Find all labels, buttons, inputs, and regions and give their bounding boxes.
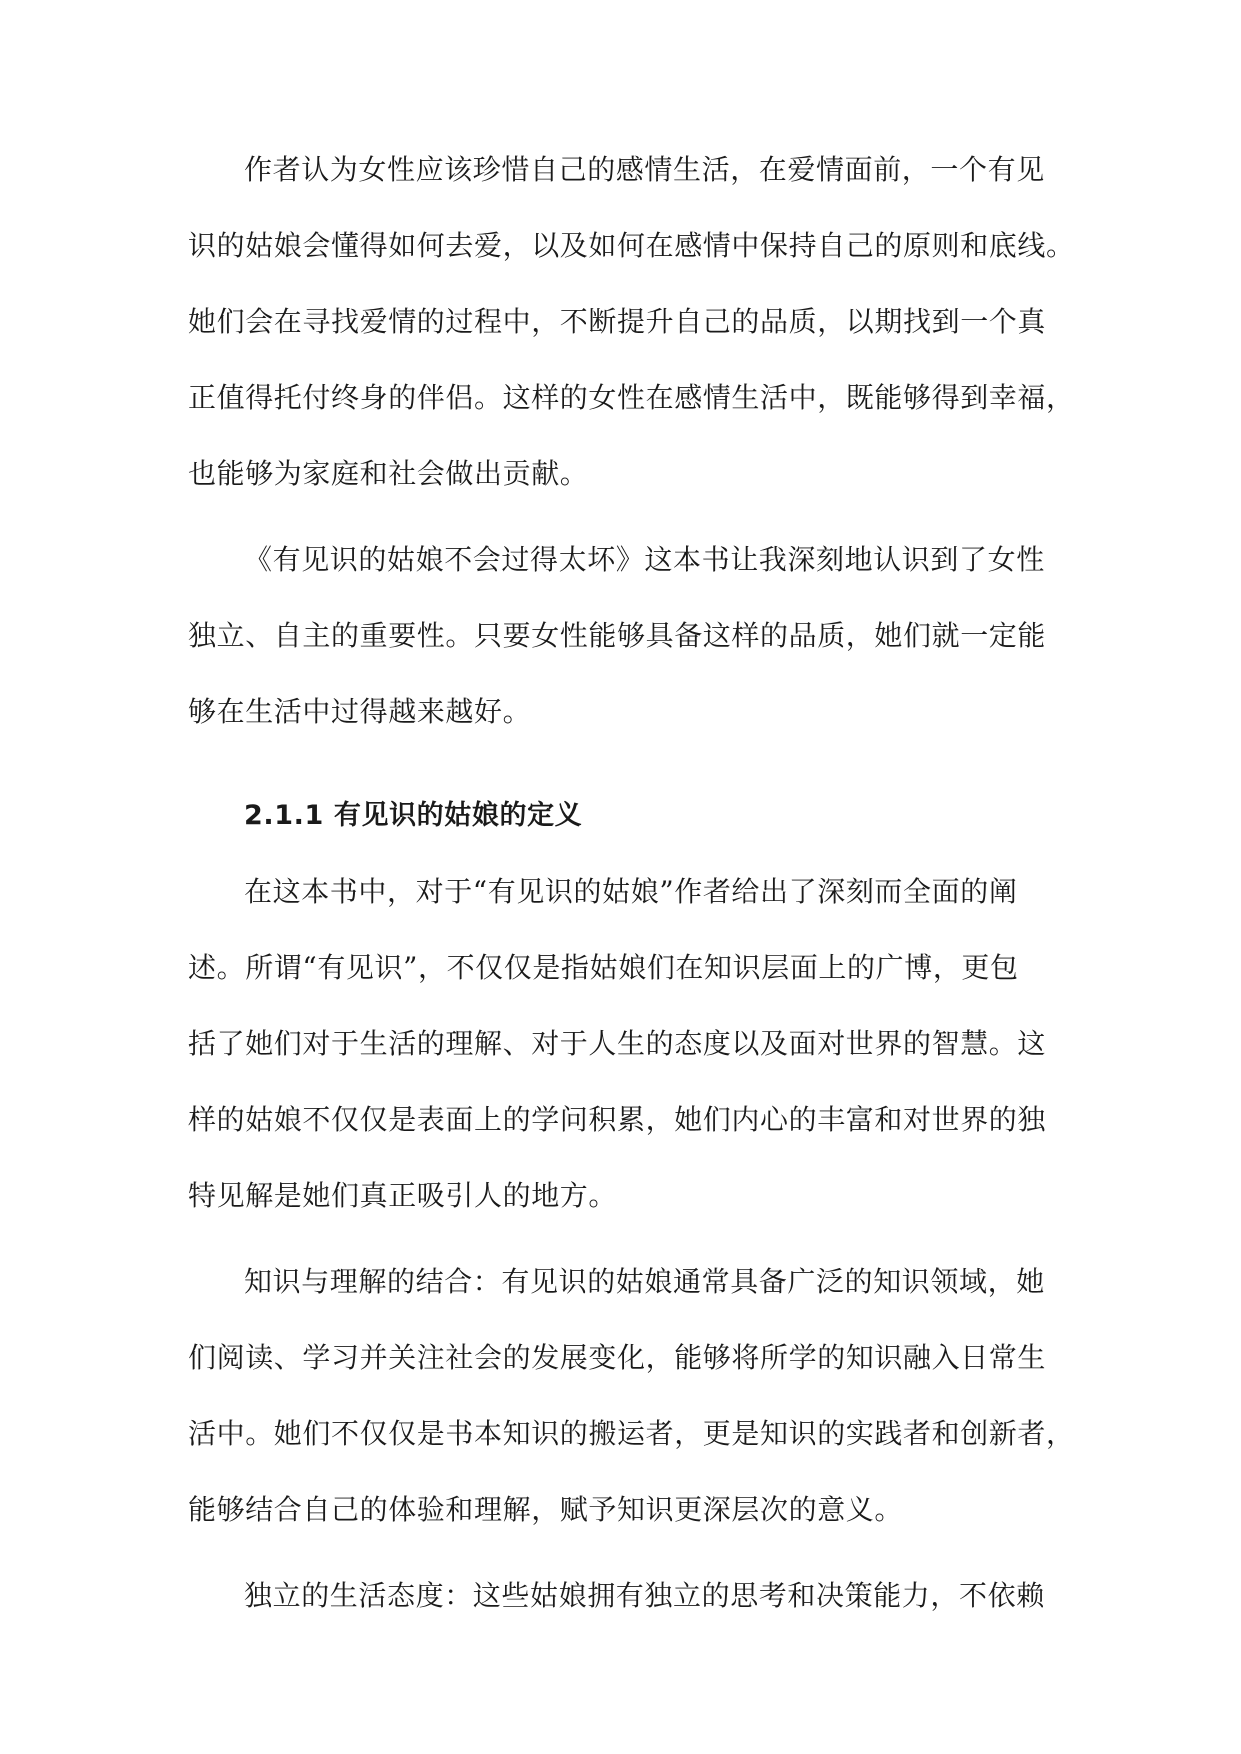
text-line: 活中。她们不仅仅是书本知识的搬运者，更是知识的实践者和创新者， — [188, 1417, 1075, 1450]
paragraph — [188, 854, 1050, 1234]
text-line: 独立、自主的重要性。只要女性能够具备这样的品质，她们就一定能 — [188, 619, 1047, 652]
text-line: 正值得托付终身的伴侣。这样的女性在感情生活中，既能够得到幸福， — [188, 381, 1075, 414]
paragraph — [188, 522, 1050, 750]
text-line: 特见解是她们真正吸引人的地方。 — [188, 1179, 618, 1212]
paragraph — [188, 132, 1075, 512]
paragraph-gap — [188, 1548, 1050, 1558]
text-line: 也能够为家庭和社会做出贡献。 — [188, 457, 589, 490]
text-line: 识的姑娘会懂得如何去爱，以及如何在感情中保持自己的原则和底线。 — [188, 229, 1075, 262]
text-line: 够在生活中过得越来越好。 — [188, 695, 532, 728]
text-line: 独立的生活态度：这些姑娘拥有独立的思考和决策能力，不依赖 — [244, 1579, 1045, 1612]
document-body — [188, 132, 1075, 1634]
text-line: 能够结合自己的体验和理解，赋予知识更深层次的意义。 — [188, 1493, 904, 1526]
paragraph — [188, 1244, 1075, 1548]
text-line: 知识与理解的结合：有见识的姑娘通常具备广泛的知识领域，她 — [244, 1265, 1045, 1298]
text-line: 们阅读、学习并关注社会的发展变化，能够将所学的知识融入日常生 — [188, 1341, 1047, 1374]
section-gap — [188, 750, 1050, 778]
paragraph — [188, 1558, 1050, 1634]
paragraph-gap — [188, 512, 1050, 522]
text-line: 《有见识的姑娘不会过得太坏》这本书让我深刻地认识到了女性 — [244, 543, 1045, 576]
text-line: 述。所谓“有见识”，不仅仅是指姑娘们在知识层面上的广博，更包 — [188, 951, 1019, 984]
paragraph-gap — [188, 1234, 1050, 1244]
text-line: 样的姑娘不仅仅是表面上的学问积累，她们内心的丰富和对世界的独 — [188, 1103, 1047, 1136]
text-line: 在这本书中，对于“有见识的姑娘”作者给出了深刻而全面的阐 — [244, 875, 1018, 908]
text-line: 括了她们对于生活的理解、对于人生的态度以及面对世界的智慧。这 — [188, 1027, 1047, 1060]
text-line: 她们会在寻找爱情的过程中，不断提升自己的品质，以期找到一个真 — [188, 305, 1047, 338]
text-line: 作者认为女性应该珍惜自己的感情生活，在爱情面前，一个有见 — [244, 153, 1045, 186]
section-heading: 2.1.1 有见识的姑娘的定义 — [244, 800, 583, 831]
